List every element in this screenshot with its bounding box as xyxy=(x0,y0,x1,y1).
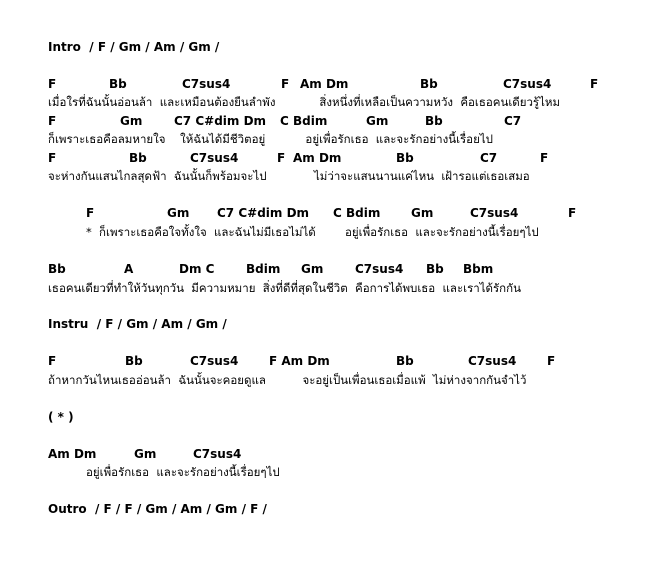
chord: Bb xyxy=(109,77,127,91)
chord: Gm xyxy=(167,206,190,220)
lyric-line: ถ้าหากวันไหนเธออ่อนล้า ฉันนั้นจะคอยดูแล จะอยู่เป็นเพื่อนเธอเมื่อแพ้ ไม่ห่างจากกันจำไว้ xyxy=(48,373,527,387)
chord-row xyxy=(86,206,586,220)
chord-row xyxy=(48,151,608,165)
chord: Bb xyxy=(396,151,414,165)
chord: F xyxy=(86,206,95,220)
chord: C7sus4 xyxy=(182,77,231,91)
chord: C7sus4 xyxy=(468,354,517,368)
chord: F xyxy=(590,77,599,91)
chord: Gm xyxy=(120,114,143,128)
chord: F xyxy=(48,114,57,128)
chord: C7sus4 xyxy=(190,151,239,165)
chord: Am Dm xyxy=(300,77,349,91)
chord: C7sus4 xyxy=(503,77,552,91)
chord-row xyxy=(48,354,568,368)
chord: F xyxy=(281,77,290,91)
chord: C7sus4 xyxy=(470,206,519,220)
chord: C7sus4 xyxy=(193,447,242,461)
chord: Bb xyxy=(48,262,66,276)
chord: Bbm xyxy=(463,262,494,276)
chord: Bb xyxy=(425,114,443,128)
chord: C7 C#dim Dm xyxy=(217,206,310,220)
chord: Bb xyxy=(125,354,143,368)
chord: C7sus4 xyxy=(355,262,404,276)
chord: Bb xyxy=(396,354,414,368)
chord: Gm xyxy=(366,114,389,128)
lyric-line: เธอคนเดียวที่ทำให้วันทุกวัน มีความหมาย สิ่งที่ดีที่สุดในชีวิต คือการได้พบเธอ และเราได้รักกัน xyxy=(48,281,521,295)
chord: F xyxy=(568,206,577,220)
chord: F xyxy=(48,354,57,368)
lyric-line: จะห่างกันแสนไกลสุดฟ้า ฉันนั้นก็พร้อมจะไป ไม่ว่าจะแสนนานแค่ไหน เฝ้ารอแต่เธอเสมอ xyxy=(48,169,530,183)
chord: Dm C xyxy=(179,262,215,276)
chord: F xyxy=(547,354,556,368)
lyric-line: เมื่อใรที่ฉันนั้นอ่อนล้า และเหมือนต้องยืนลำพัง สิ่งหนึ่งที่เหลือเป็นความหวัง คือเธอคนเดียวรู้ไหม xyxy=(48,95,561,109)
chord: Gm xyxy=(411,206,434,220)
chord: Bb xyxy=(420,77,438,91)
chord: Bb xyxy=(129,151,147,165)
lyric-line: ก็เพราะเธอคือลมหายใจ ให้ฉันได้มีชีวิตอยู่ อยู่เพื่อรักเธอ และจะรักอย่างนี้เรื่อยไป xyxy=(48,132,493,146)
lyric-line: * ก็เพราะเธอคือใจทั้งใจ และฉันไม่มีเธอไม่ได้ อยู่เพื่อรักเธอ และจะรักอย่างนี้เรื่อยๆไป xyxy=(86,225,539,239)
chord: F Am Dm xyxy=(269,354,330,368)
intro-line: Intro / F / Gm / Am / Gm / xyxy=(48,40,220,54)
chord: Bdim xyxy=(246,262,281,276)
chord: F xyxy=(277,151,286,165)
chord: F xyxy=(48,151,57,165)
chord-row xyxy=(48,447,308,461)
chord: Gm xyxy=(301,262,324,276)
chord: C Bdim xyxy=(333,206,381,220)
chord: C Bdim xyxy=(280,114,328,128)
chord: F xyxy=(540,151,549,165)
chord: A xyxy=(124,262,134,276)
instru-line: Instru / F / Gm / Am / Gm / xyxy=(48,317,227,331)
chord: Am Dm xyxy=(48,447,97,461)
chord: Bb xyxy=(426,262,444,276)
chord: C7sus4 xyxy=(190,354,239,368)
outro-line: Outro / F / F / Gm / Am / Gm / F / xyxy=(48,502,267,516)
chord: Gm xyxy=(134,447,157,461)
chord: F xyxy=(48,77,57,91)
chord: Am Dm xyxy=(293,151,342,165)
chord: C7 xyxy=(504,114,522,128)
chord-row xyxy=(48,262,548,276)
chord-row xyxy=(48,77,608,91)
repeat-marker: ( * ) xyxy=(48,410,74,424)
chord: C7 xyxy=(480,151,498,165)
chord-row xyxy=(48,114,608,128)
chord: C7 C#dim Dm xyxy=(174,114,267,128)
lyric-line: อยู่เพื่อรักเธอ และจะรักอย่างนี้เรื่อยๆไป xyxy=(86,465,280,479)
